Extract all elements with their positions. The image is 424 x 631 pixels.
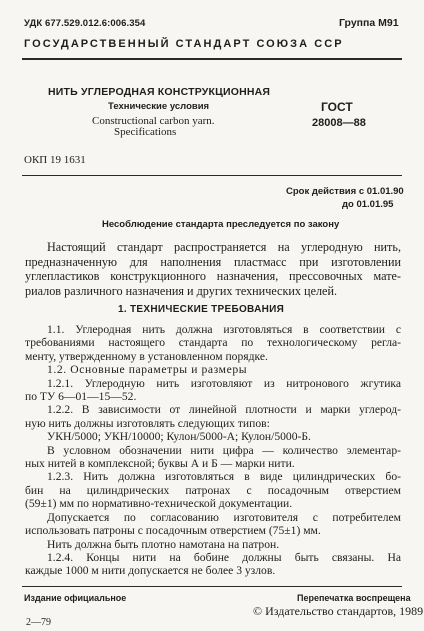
section-line: (59±1) мм по нормативно-технической документации. <box>25 497 293 511</box>
validity-start: Срок действия с 01.01.90 <box>286 186 404 197</box>
section-line: по ТУ 6—01—15—52. <box>25 390 137 404</box>
standard-banner: ГОСУДАРСТВЕННЫЙ СТАНДАРТ СОЮЗА ССР <box>24 38 344 50</box>
section-line: 1.2.1. Углеродную нить изготовляют из нитронового жгутика <box>47 376 401 390</box>
section-line: 1.2.3. Нить должна изготовляться в виде цилиндрических бо- <box>47 470 401 484</box>
section-line: ных нитей в комплексной; буквы А и Б — марки нити. <box>25 457 295 471</box>
section-line: 1.2.2. В зависимости от линейной плотности и марки углерод- <box>47 403 401 417</box>
section-line: бин на цилиндрических патронах с посадочным отверстием <box>25 483 401 497</box>
udk-code: УДК 677.529.012.6:006.354 <box>24 18 146 29</box>
english-title-line1: Constructional carbon yarn. <box>92 115 215 127</box>
page-code: 2—79 <box>26 617 51 628</box>
section-line: В условном обозначении нити цифра — количество элементар- <box>47 443 401 457</box>
group-code: Группа М91 <box>339 17 399 29</box>
section-line: каждые 1000 м нити допускается не более 3 узлов. <box>25 564 276 578</box>
copyright-notice: © Издательство стандартов, 1989 <box>253 604 424 618</box>
intro-line: углепластиков конструкционного назначения, прессовочных мате- <box>25 269 401 283</box>
section-line: ную нить должны изготовлять следующих типов: <box>25 416 270 430</box>
gost-number: 28008—88 <box>312 117 366 129</box>
section-line: менту, утвержденному в установленном порядке. <box>25 349 268 363</box>
validity-end: до 01.01.95 <box>342 199 394 210</box>
intro-line: предназначенную для наполнения пластмасс при изготовлении <box>25 254 401 269</box>
section-heading: 1. ТЕХНИЧЕСКИЕ ТРЕБОВАНИЯ <box>118 304 285 315</box>
section-line: Допускается по согласованию изготовителя с потребителем <box>47 510 401 524</box>
intro-line: риалов различного назначения и других технических целей. <box>25 283 338 298</box>
document-subtitle: Технические условия <box>108 101 210 112</box>
section-line: использовать патроны с посадочным отверстием (75±1) мм. <box>25 524 321 538</box>
section-line: 1.1. Углеродная нить должна изготовляться в соответствии с <box>47 323 401 336</box>
legal-notice: Несоблюдение стандарта преследуется по закону <box>102 219 340 230</box>
section-body <box>25 323 401 578</box>
section-line: 1.2.4. Концы нити на бобине должны быть связаны. На <box>47 550 401 564</box>
okp-code: ОКП 19 1631 <box>24 154 86 166</box>
section-line: УКН/5000; УКН/10000; Кулон/5000-А; Кулон/5000-Б. <box>47 430 311 444</box>
document-title: НИТЬ УГЛЕРОДНАЯ КОНСТРУКЦИОННАЯ <box>48 86 271 98</box>
section-line: Нить должна быть плотно намотана на патрон. <box>47 537 280 551</box>
header-rule <box>22 58 402 60</box>
footer-rule <box>22 586 402 587</box>
section-line: требованиями настоящего стандарта по технологическому регла- <box>25 336 401 350</box>
gost-label: ГОСТ <box>321 100 353 114</box>
section-line: 1.2. Основные параметры и размеры <box>47 363 248 377</box>
english-title-line2: Specifications <box>114 126 177 138</box>
reprint-notice: Перепечатка воспрещена <box>297 593 411 603</box>
title-block-rule <box>22 175 402 176</box>
edition-label: Издание официальное <box>24 593 127 603</box>
intro-paragraph <box>25 240 401 298</box>
intro-line: Настоящий стандарт распространяется на углеродную нить, <box>47 240 401 254</box>
